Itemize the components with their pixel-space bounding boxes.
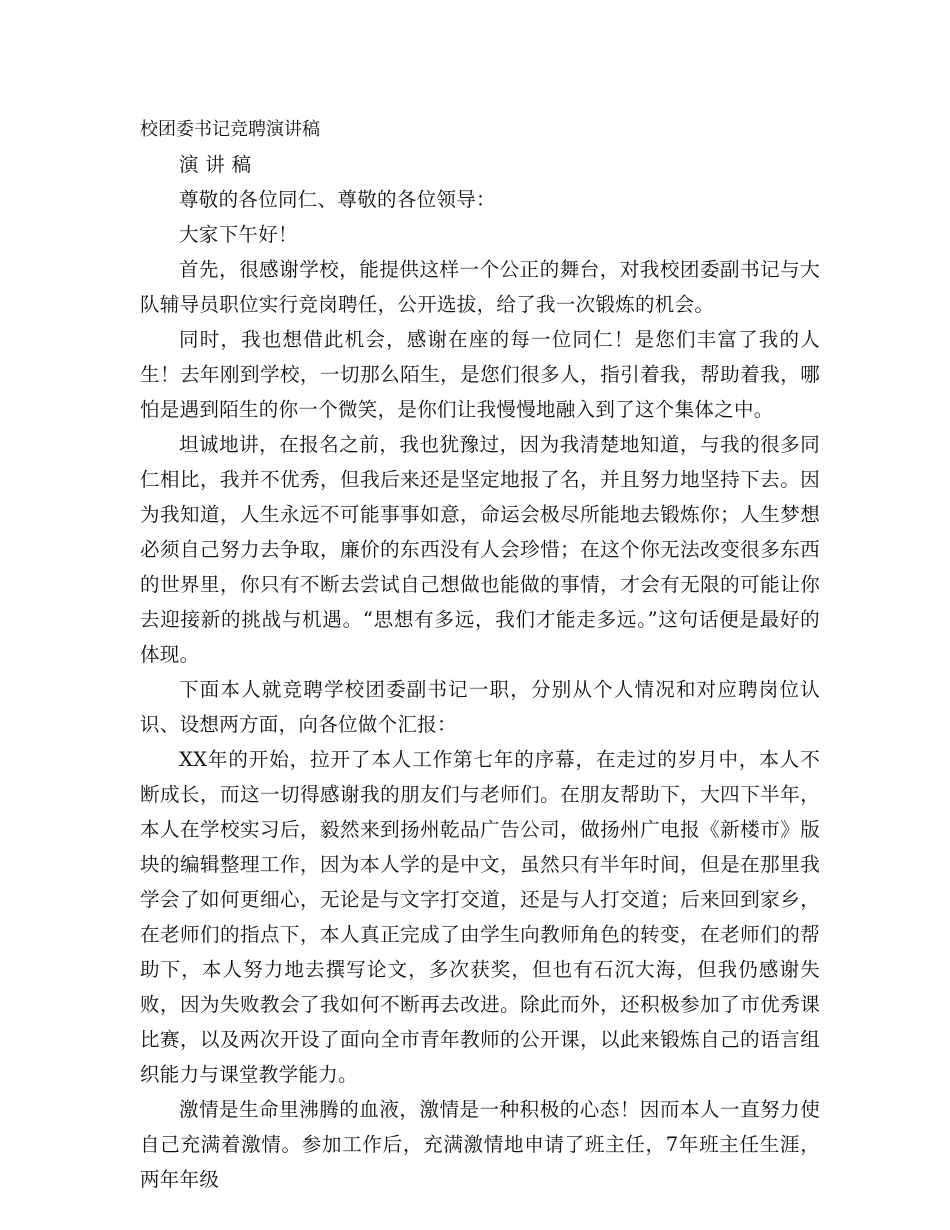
paragraph-3: 坦诚地讲，在报名之前，我也犹豫过，因为我清楚地知道，与我的很多同仁相比，我并不优秀，但我后来还是坚定地报了名，并且努力地坚持下去。因为我知道，人生永远不可能事事如意，命运会极尽所能地去锻炼你；人生梦想必须自己努力去争取，廉价的东西没有人会珍惜；在这个你无法改变很多东西的世界里，你只有不断去尝试自己想做也能做的事情，才会有无限的可能让你去迎接新的挑战与机遇。“思想有多远，我们才能走多远。”这句话便是最好的体现。 — [140, 433, 820, 666]
paragraph-2: 同时，我也想借此机会，感谢在座的每一位同仁！是您们丰富了我的人生！去年刚到学校，一切那么陌生，是您们很多人，指引着我，帮助着我，哪怕是遇到陌生的你一个微笑，是你们让我慢慢地融入到了这个集体之中。 — [140, 328, 820, 421]
paragraph-4: 下面本人就竞聘学校团委副书记一职，分别从个人情况和对应聘岗位认识、设想两方面，向各位做个汇报： — [140, 678, 820, 736]
document-body — [140, 112, 820, 1197]
paragraph-5: XX年的开始，拉开了本人工作第七年的序幕，在走过的岁月中，本人不断成长，而这一切得感谢我的朋友们与老师们。在朋友帮助下，大四下半年，本人在学校实习后，毅然来到扬州乾品广告公司，做扬州广电报《新楼市》版块的编辑整理工作，因为本人学的是中文，虽然只有半年时间，但是在那里我学会了如何更细心，无论是与文字打交道，还是与人打交道；后来回到家乡，在老师们的指点下，本人真正完成了由学生向教师角色的转变，在老师们的帮助下，本人努力地去撰写论文，多次获奖，但也有石沉大海，但我仍感谢失败，因为失败教会了我如何不断再去改进。除此而外，还积极参加了市优秀课比赛，以及两次开设了面向全市青年教师的公开课，以此来锻炼自己的语言组织能力与课堂教学能力。 — [140, 748, 820, 1086]
paragraph-6: 激情是生命里沸腾的血液，激情是一种积极的心态！因而本人一直努力使自己充满着激情。参加工作后，充满激情地申请了班主任，7年班主任生涯，两年年级 — [140, 1098, 820, 1191]
document-title: 校团委书记竞聘演讲稿 — [140, 119, 320, 140]
paragraph-1: 首先，很感谢学校，能提供这样一个公正的舞台，对我校团委副书记与大队辅导员职位实行竞岗聘任，公开选拔，给了我一次锻炼的机会。 — [140, 258, 820, 316]
salutation-line: 大家下午好！ — [179, 223, 298, 246]
speech-heading: 演 讲 稿 — [179, 153, 252, 176]
greeting-line: 尊敬的各位同仁、尊敬的各位领导： — [179, 188, 496, 211]
